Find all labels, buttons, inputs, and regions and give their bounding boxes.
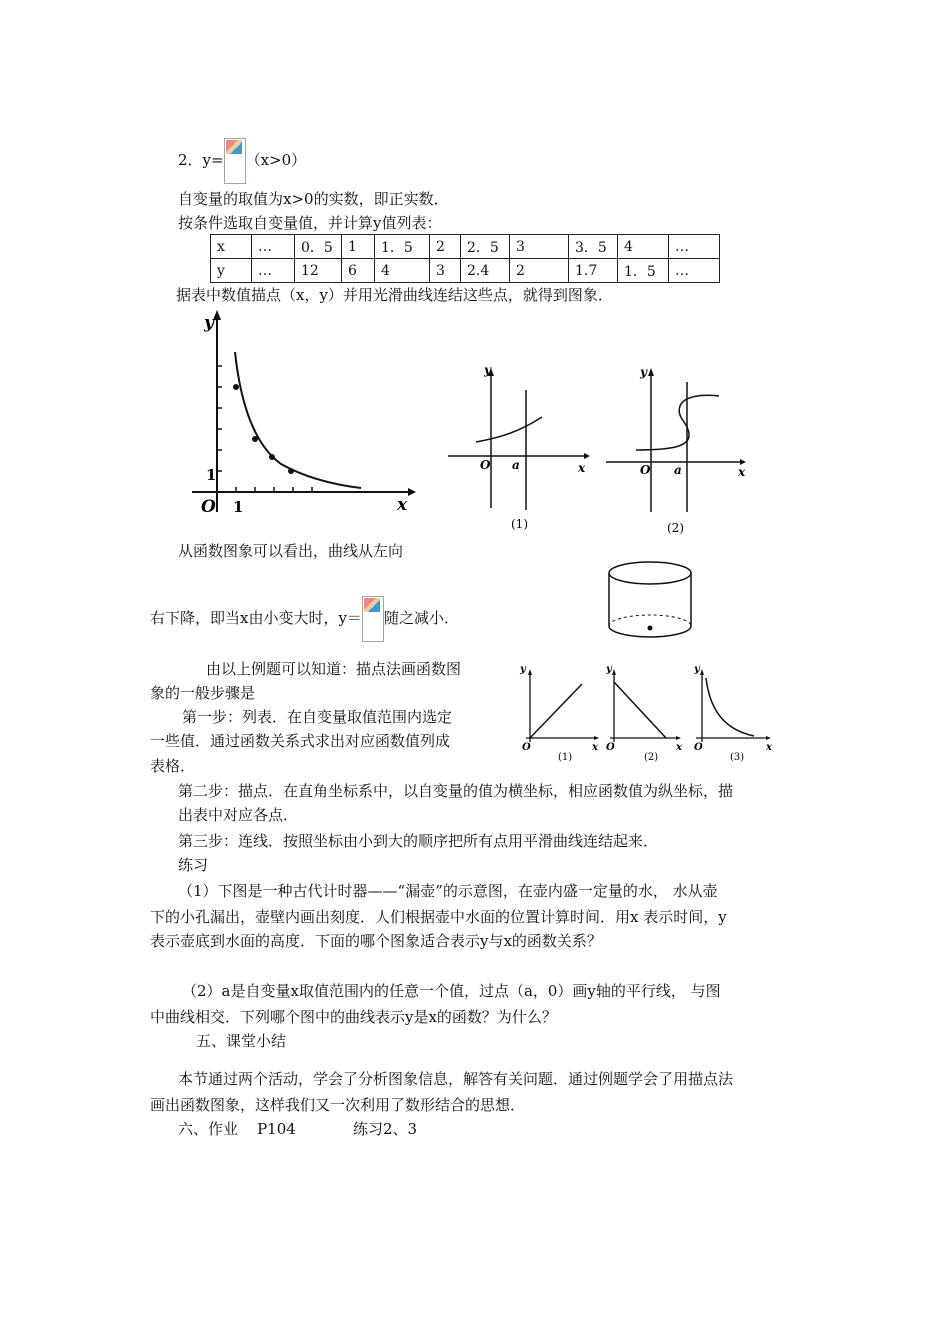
origin-label: O	[522, 742, 531, 753]
table-cell: 3	[430, 259, 461, 283]
y-arrow-icon	[612, 669, 616, 675]
table-cell: 1	[342, 235, 375, 259]
x-arrow-icon	[766, 736, 771, 740]
step-1a: 第一步：列表．在自变量取值范围内选定	[182, 708, 453, 726]
origin-label: O	[606, 742, 615, 753]
observe-text-b: 随之减小．	[383, 609, 459, 627]
y-label: y	[640, 365, 647, 379]
example-number: 2．y=	[178, 151, 224, 169]
table-cell: 3	[510, 235, 569, 259]
caption-2: (2)	[644, 752, 659, 762]
hole-dot	[648, 626, 653, 631]
step-2b: 出表中对应各点．	[178, 806, 299, 824]
cylinder-bottom-hidden	[609, 615, 691, 626]
practice-2a: （2）a是自变量x取值范围内的任意一个值，过点（a，0）画y轴的平行线， 与图	[182, 982, 721, 1000]
y-arrow-icon	[648, 368, 654, 376]
step-1c: 表格．	[150, 757, 196, 775]
table-cell: …	[669, 259, 720, 283]
table-cell: …	[252, 259, 295, 283]
tick-y-label: 1	[206, 466, 217, 484]
origin-label: O	[480, 458, 491, 472]
x-arrow-icon	[676, 736, 681, 740]
observe-line-1: 从函数图象可以看出，曲线从左向	[178, 542, 404, 560]
y-label: y	[606, 664, 612, 675]
table-cell: 4	[618, 235, 669, 259]
practice-title: 练习	[178, 856, 209, 874]
table-row	[211, 235, 720, 259]
table-cell: x	[211, 235, 252, 259]
practice-2b: 中曲线相交．下列哪个图中的曲线表示y是x的函数？为什么？	[150, 1008, 557, 1026]
table-cell: y	[211, 259, 252, 283]
x-label: x	[397, 495, 408, 515]
y-label: y	[694, 664, 700, 675]
practice-1a: （1）下图是一种古代计时器——“漏壶”的示意图，在壶内盛一定量的水， 水从壶	[178, 882, 718, 900]
main-graph	[186, 308, 416, 520]
y-arrow-icon	[213, 310, 221, 320]
table-cell: 12	[295, 259, 342, 283]
data-point	[252, 436, 258, 442]
falling-line	[614, 682, 666, 738]
summary-title: 五、课堂小结	[196, 1032, 287, 1050]
value-table	[210, 234, 720, 283]
practice-1b: 下的小孔漏出，壶壁内画出刻度．人们根据壶中水面的位置计算时间．用x 表示时间，y	[150, 908, 727, 926]
steps-intro-2: 象的一般步骤是	[150, 684, 256, 702]
x-label: x	[766, 742, 772, 753]
x-label: x	[592, 742, 598, 753]
water-clock-figure	[604, 558, 696, 646]
decay-curve	[706, 678, 754, 736]
y-label: y	[204, 313, 214, 333]
table-cell: 3．5	[569, 235, 618, 259]
cylinder-top	[609, 562, 691, 584]
table-cell: …	[252, 235, 295, 259]
table-cell: 0．5	[295, 235, 342, 259]
homework: 六、作业 P104 练习2、3	[178, 1120, 418, 1138]
y-label: y	[484, 363, 491, 377]
caption-3: (3)	[730, 752, 745, 762]
table-cell: 2	[510, 259, 569, 283]
domain-text: 自变量的取值为x>0的实数，即正实数．	[178, 190, 449, 208]
table-intro: 按条件选取自变量值，并计算y值列表：	[178, 214, 442, 232]
steps-intro-1: 由以上例题可以知道：描点法画函数图	[206, 660, 462, 678]
x-label: x	[578, 461, 586, 475]
table-row	[211, 259, 720, 283]
table-cell: 1．5	[618, 259, 669, 283]
plot-text: 据表中数值描点（x，y）并用光滑曲线连结这些点，就得到图象．	[176, 286, 613, 304]
table-cell: 2.4	[461, 259, 510, 283]
water-graphs	[516, 662, 778, 762]
broken-image-icon	[364, 598, 380, 612]
x-arrow-icon	[584, 453, 590, 459]
a-label: a	[674, 463, 682, 477]
hyperbola-curve	[235, 352, 361, 488]
data-point	[269, 454, 275, 460]
observe-text-a: 右下降，即当x由小变大时，y＝	[150, 609, 362, 627]
y-arrow-icon	[528, 669, 532, 675]
x-label: x	[676, 742, 682, 753]
data-point	[233, 384, 239, 390]
formula-image	[224, 138, 246, 184]
observe-line-2	[150, 596, 459, 642]
summary-2: 画出函数图象，这样我们又一次利用了数形结合的思想．	[150, 1096, 526, 1114]
x-arrow-icon	[594, 736, 599, 740]
table-cell: 2．5	[461, 235, 510, 259]
example-line	[178, 138, 306, 184]
origin-label: O	[694, 742, 703, 753]
caption-1: (1)	[558, 752, 573, 762]
y-arrow-icon	[700, 669, 704, 675]
s-curve	[636, 395, 719, 450]
table-cell: 1．5	[375, 235, 430, 259]
x-arrow-icon	[408, 488, 416, 496]
tick-x-label: 1	[233, 498, 244, 516]
x-label: x	[738, 465, 746, 479]
origin-label: O	[640, 463, 651, 477]
table-cell: 6	[342, 259, 375, 283]
function-test-figures	[444, 362, 754, 534]
table-cell: 4	[375, 259, 430, 283]
origin-label: O	[201, 497, 216, 517]
caption-2: (2)	[667, 521, 684, 534]
rising-line	[530, 684, 582, 738]
curve	[476, 417, 542, 442]
summary-1: 本节通过两个活动，学会了分析图象信息，解答有关问题．通过例题学会了用描点法	[178, 1070, 734, 1088]
table-cell: 1.7	[569, 259, 618, 283]
y-label: y	[520, 664, 526, 675]
practice-1c: 表示壶底到水面的高度．下面的哪个图象适合表示y与x的函数关系？	[150, 932, 602, 950]
a-label: a	[512, 458, 520, 472]
broken-image-icon	[226, 140, 242, 154]
table-cell: …	[669, 235, 720, 259]
step-3: 第三步：连线．按照坐标由小到大的顺序把所有点用平滑曲线连结起来．	[178, 832, 659, 850]
caption-1: (1)	[511, 517, 528, 531]
formula-image	[362, 596, 384, 642]
data-point	[288, 468, 294, 474]
example-condition: （x>0）	[245, 151, 307, 169]
table-cell: 2	[430, 235, 461, 259]
step-1b: 一些值．通过函数关系式求出对应函数值列成	[150, 732, 451, 750]
step-2a: 第二步：描点．在直角坐标系中，以自变量的值为横坐标，相应函数值为纵坐标，描	[178, 782, 734, 800]
